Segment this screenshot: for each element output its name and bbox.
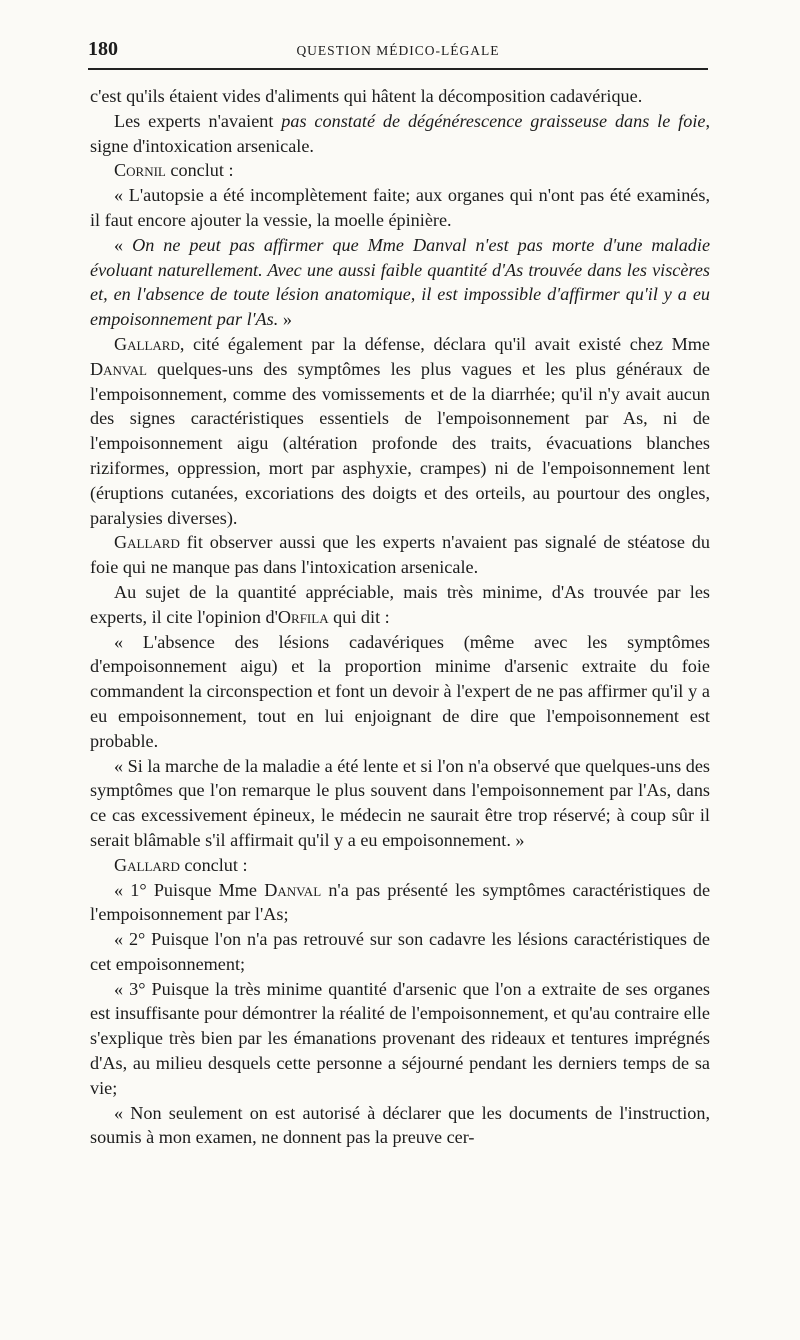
text-run: n'a pas présenté les symptômes caractéristiques de l'empoisonnement par l'As; [90,879,711,925]
text-run: « 1° Puisque Mme [114,879,265,900]
paragraph [90,332,710,530]
text-run: « L'absence des lésions cadavériques (même avec les symptômes d'empoisonnement aigu) et la proportion minime d'arsenic extraite du foie commandent la circonspection et font un devoir à l'expert de ne pas affirmer qu'il y a eu empoisonnement, tout en lui enjoignant de dire que l'empoisonnement est probable. [90,631,710,751]
paragraph [90,853,710,878]
small-caps-name: Gallard [114,854,180,875]
text-run: « Si la marche de la maladie a été lente et si l'on n'a observé que quelques-uns des symptômes que l'on remarque le plus souvent dans l'empoisonnement par l'As, dans ce cas excessivement épineux, le médecin ne saurait être trop réservé; à coup sûr il serait blâmable s'il affirmait qu'il y a eu empoisonnement. » [90,755,710,850]
text-run: fit observer aussi que les experts n'avaient pas signalé de stéatose du foie qui ne manque pas dans l'intoxication arsenicale. [90,532,710,578]
page-number: 180 [88,38,118,60]
text-run: « L'autopsie a été incomplètement faite; aux organes qui n'ont pas été examinés, il faut encore ajouter la vessie, la moelle épinière. [90,185,710,230]
text-run: « Non seulement on est autorisé à déclarer que les documents de l'instruction, soumis à mon examen, ne donnent pas la preuve cer- [90,1102,710,1148]
paragraph [90,1101,710,1151]
paragraph [90,530,710,580]
paragraph [90,183,710,233]
text-run: conclut : [165,160,234,181]
paragraph [90,580,710,630]
text-run: « [114,234,133,255]
page-header [88,38,708,70]
text-run: quelques-uns des symptômes les plus vagues et les plus généraux de l'empoisonnement, comme des vomissements et de la diarrhée; qu'il n'y avait aucun des signes caractéristiques essentiels de l'empoisonnement par As, ni de l'empoisonnement aigu (altération profonde des traits, évacuations blanches riziformes, oppression, mort par asphyxie, crampes) ni de l'empoisonnement lent (éruptions cutanées, excoriations des doigts et des orteils, au pourtour des ongles, paralysies diverses). [90,358,710,528]
paragraph [90,233,710,332]
paragraph [90,977,710,1101]
small-caps-name: Orfila [277,606,329,627]
text-run: qui dit : [328,606,390,627]
small-caps-name: Gallard [114,532,180,553]
text-run: « 2° Puisque l'on n'a pas retrouvé sur son cadavre les lésions caractéristiques de cet empoisonnement; [90,929,710,974]
small-caps-name: Gallard [114,333,180,354]
text-run: , cité également par la défense, déclara qu'il avait existé chez Mme [179,333,710,354]
running-title: QUESTION MÉDICO-LÉGALE [296,43,500,58]
italic-text: pas constaté de dégénérescence graisseuse dans le foie [281,110,706,131]
body-text [90,84,710,1150]
text-run: Les experts n'avaient [114,110,282,131]
paragraph [90,158,710,183]
text-run: c'est qu'ils étaient vides d'aliments qui hâtent la décomposition cadavérique. [90,86,643,106]
small-caps-name: Danval [90,358,147,379]
paragraph [90,927,710,977]
small-caps-name: Danval [264,879,322,900]
text-run: « 3° Puisque la très minime quantité d'arsenic que l'on a extraite de ses organes est insuffisante pour démontrer la réalité de l'empoisonnement, et qu'au contraire elle s'explique très bien par les émanations provenant des rideaux et tentures imprégnés d'As, au milieu desquels cette personne a séjourné pendant les derniers temps de sa vie; [90,978,710,1098]
text-run: Au sujet de la quantité appréciable, mais très minime, d'As trouvée par les experts, il cite l'opinion d' [90,581,710,627]
paragraph [90,84,710,109]
text-run: » [278,309,292,330]
text-run: conclut : [179,854,248,875]
italic-text: On ne peut pas affirmer que Mme Danval n'est pas morte d'une maladie évoluant naturellement. Avec une aussi faible quantité d'As trouvée dans les viscères et, en l'absence de toute lésion anatomique, il est impossible d'affirmer qu'il y a eu empoisonnement par l'As. [90,234,711,330]
paragraph [90,878,710,928]
small-caps-name: Cornil [114,160,166,181]
paragraph [90,109,710,159]
paragraph [90,630,710,754]
text-run: , signe d'intoxication arsenicale. [90,110,710,156]
paragraph [90,754,710,853]
